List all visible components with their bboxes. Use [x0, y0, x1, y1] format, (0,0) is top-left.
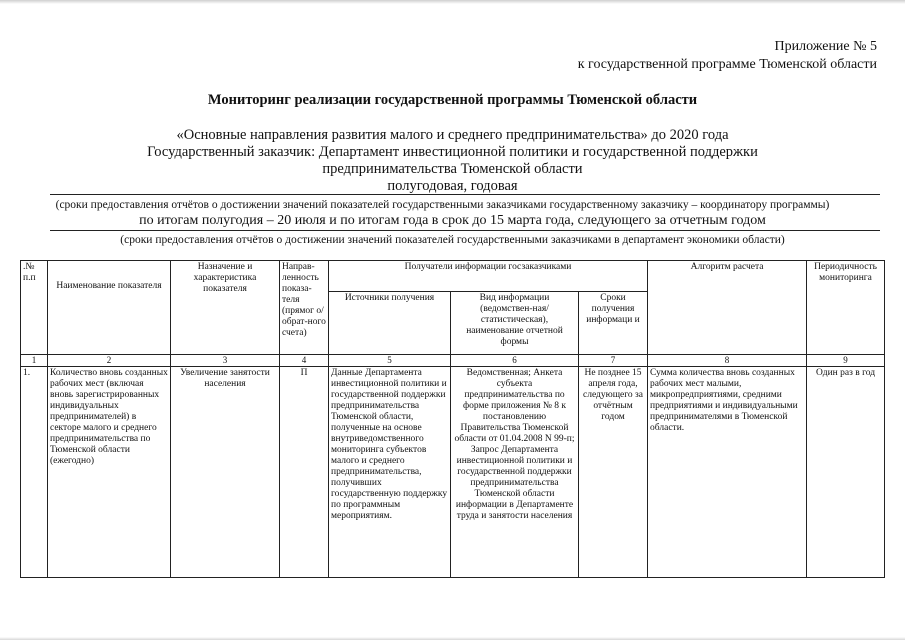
divider-line — [50, 194, 880, 195]
column-number: 3 — [171, 355, 280, 367]
report-terms-note-1: (сроки предоставления отчётов о достижении значений показателей государственными заказчиками государственному заказчику – координатору программы) — [55, 199, 830, 211]
state-customer-line-2: предпринимательства Тюменской области — [322, 161, 583, 177]
header-direction: Направ-ленность показа-теля (прямог о/обрат-ного счета) — [280, 261, 329, 355]
column-number-row — [21, 355, 885, 367]
header-frequency: Периодичность мониторинга — [807, 261, 885, 355]
row-num: 1. — [21, 367, 48, 578]
column-number: 9 — [807, 355, 885, 367]
column-number: 2 — [48, 355, 171, 367]
header-name: Наименование показателя — [48, 261, 171, 355]
row-indicator-name: Количество вновь созданных рабочих мест (включая вновь зарегистрированных индивидуальных предпринимателей) в секторе малого и среднего предпринимательства по Тюменской области (ежегодно) — [48, 367, 171, 578]
header-num: .№ п.п — [21, 261, 48, 355]
table-row — [21, 367, 885, 578]
report-terms-dates: по итогам полугодия – 20 июля и по итогам года в срок до 15 марта года, следующего за отчетным годом — [139, 213, 766, 228]
row-direction: П — [280, 367, 329, 578]
scan-edge-top — [0, 0, 905, 4]
page-title: Мониторинг реализации государственной программы Тюменской области — [207, 92, 698, 108]
header-purpose: Назначение и характеристика показателя — [171, 261, 280, 355]
appendix-note — [578, 38, 877, 74]
header-info-type: Вид информации (ведомствен-ная/статистическая), наименование отчетной формы — [451, 292, 579, 355]
monitoring-table — [20, 260, 885, 578]
row-info-type: Ведомственная; Анкета субъекта предпринимательства по форме приложения № 8 к постановлению Правительства Тюменской области от 01.04.2008 N 99-п; Запрос Департамента инвестиционной политики и государственной поддержки предпринимательства Тюменской области информации в Департаменте труда и занятости населения — [451, 367, 579, 578]
divider-line — [50, 230, 880, 231]
row-sources: Данные Департамента инвестиционной политики и государственной поддержки предпринимательства Тюменской области, полученные на основе внутриведомственного мониторинга субъектов малого и среднего предпринимательства, получивших государственную поддержку по программным мероприятиям. — [329, 367, 451, 578]
column-number: 8 — [648, 355, 807, 367]
state-customer-line-1: Государственный заказчик: Департамент инвестиционной политики и государственной поддержки — [147, 144, 758, 160]
column-number: 5 — [329, 355, 451, 367]
header-deadlines: Сроки получения информаци и — [579, 292, 648, 355]
row-deadlines: Не позднее 15 апреля года, следующего за отчётным годом — [579, 367, 648, 578]
program-name: «Основные направления развития малого и среднего предпринимательства» до 2020 года — [176, 127, 729, 143]
program-subtitle — [60, 127, 845, 195]
column-number: 6 — [451, 355, 579, 367]
row-algorithm: Сумма количества вновь созданных рабочих мест малыми, микропредприятиями, средними предприятиями и индивидуальными предпринимателями в Тюменской области. — [648, 367, 807, 578]
row-frequency: Один раз в год — [807, 367, 885, 578]
appendix-line-1: Приложение № 5 — [774, 39, 877, 54]
row-purpose: Увеличение занятости населения — [171, 367, 280, 578]
report-periodicity: полугодовая, годовая — [387, 178, 518, 194]
report-terms-note-2: (сроки предоставления отчётов о достижении значений показателей государственными заказчиками в департамент экономики области) — [120, 234, 785, 246]
appendix-line-2: к государственной программе Тюменской области — [577, 57, 877, 72]
header-sources: Источники получения — [329, 292, 451, 355]
column-number: 7 — [579, 355, 648, 367]
header-algorithm: Алгоритм расчета — [648, 261, 807, 355]
column-number: 4 — [280, 355, 329, 367]
column-number: 1 — [21, 355, 48, 367]
header-recipients-group: Получатели информации госзаказчиками — [329, 261, 648, 292]
